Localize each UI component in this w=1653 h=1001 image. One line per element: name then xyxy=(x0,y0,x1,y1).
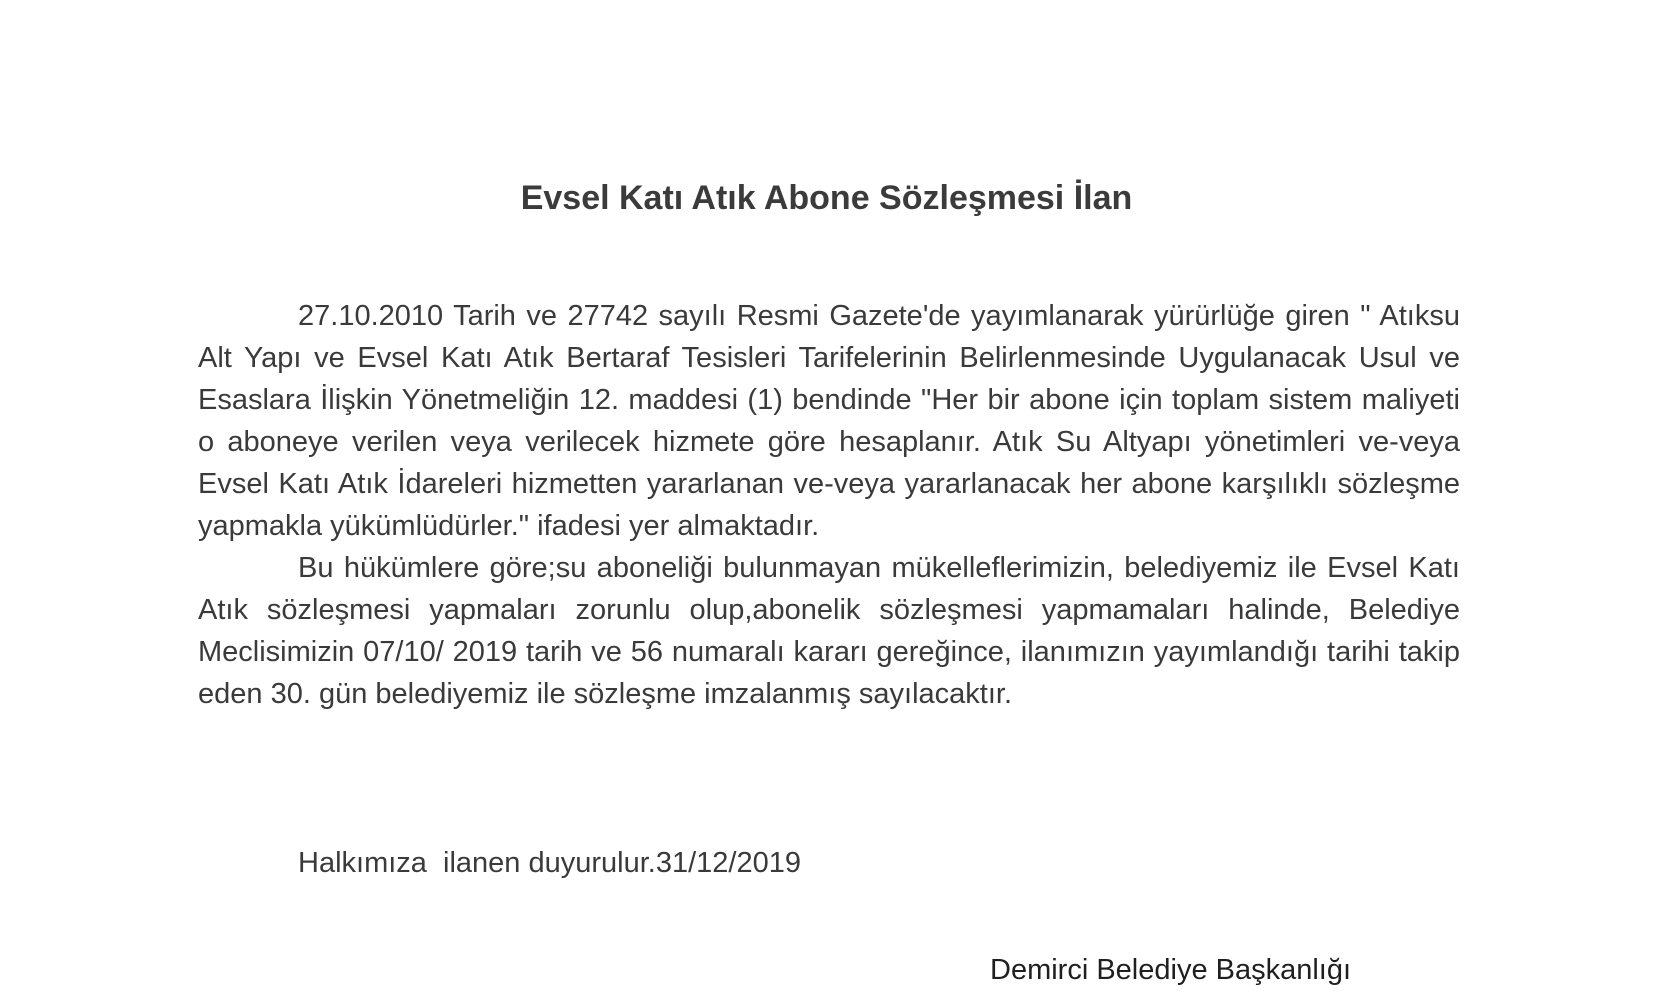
document-body xyxy=(198,295,1460,715)
body-paragraph-1: 27.10.2010 Tarih ve 27742 sayılı Resmi Gazete'de yayımlanarak yürürlüğe giren " Atıksu Alt Yapı ve Evsel Katı Atık Bertaraf Tesisleri Tarifelerinin Belirlenmesinde Uygulanacak Usul ve Esaslara İlişkin Yönetmeliğin 12. maddesi (1) bendinde "Her bir abone için toplam sistem maliyeti o aboneye verilen veya verilecek hizmete göre hesaplanır. Atık Su Altyapı yönetimleri ve-veya Evsel Katı Atık İdareleri hizmetten yararlanan ve-veya yararlanacak her abone karşılıklı sözleşme yapmakla yükümlüdürler." ifadesi yer almaktadır. xyxy=(198,300,1460,542)
document-title: Evsel Katı Atık Abone Sözleşmesi İlan xyxy=(520,179,1133,217)
body-paragraph-2: Bu hükümlere göre;su aboneliği bulunmayan mükelleflerimizin, belediyemiz ile Evsel Katı Atık sözleşmesi yapmaları zorunlu olup,abonelik sözleşmesi yapmamaları halinde, Belediye Meclisimizin 07/10/ 2019 tarih ve 56 numaralı kararı gereğince, ilanımızın yayımlandığı tarihi takip eden 30. gün belediyemiz ile sözleşme imzalanmış sayılacaktır. xyxy=(198,552,1460,710)
signature-authority: Demirci Belediye Başkanlığı xyxy=(990,954,1352,986)
closing-announcement: Halkımıza ilanen duyurulur.31/12/2019 xyxy=(298,847,801,879)
